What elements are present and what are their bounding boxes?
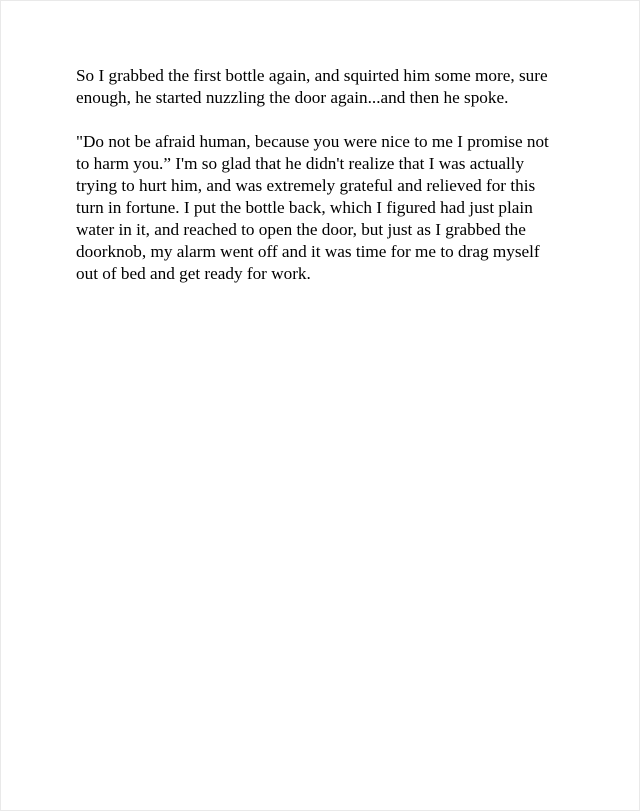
text-line: to harm you.” I'm so glad that he didn't realize that I was actually — [76, 154, 525, 173]
text-line: out of bed and get ready for work. — [76, 264, 311, 283]
text-line: water in it, and reached to open the door, but just as I grabbed the — [76, 220, 526, 239]
text-line: trying to hurt him, and was extremely grateful and relieved for this — [76, 176, 536, 195]
text-line: "Do not be afraid human, because you were nice to me I promise not — [76, 132, 549, 151]
paragraph-1 — [76, 65, 576, 109]
text-line: doorknob, my alarm went off and it was time for me to drag myself — [76, 242, 540, 261]
text-line: So I grabbed the first bottle again, and squirted him some more, sure — [76, 66, 548, 85]
paragraph-2 — [76, 131, 576, 285]
document-body — [76, 65, 576, 307]
text-line: enough, he started nuzzling the door again...and then he spoke. — [76, 88, 509, 107]
text-line: turn in fortune. I put the bottle back, which I figured had just plain — [76, 198, 533, 217]
